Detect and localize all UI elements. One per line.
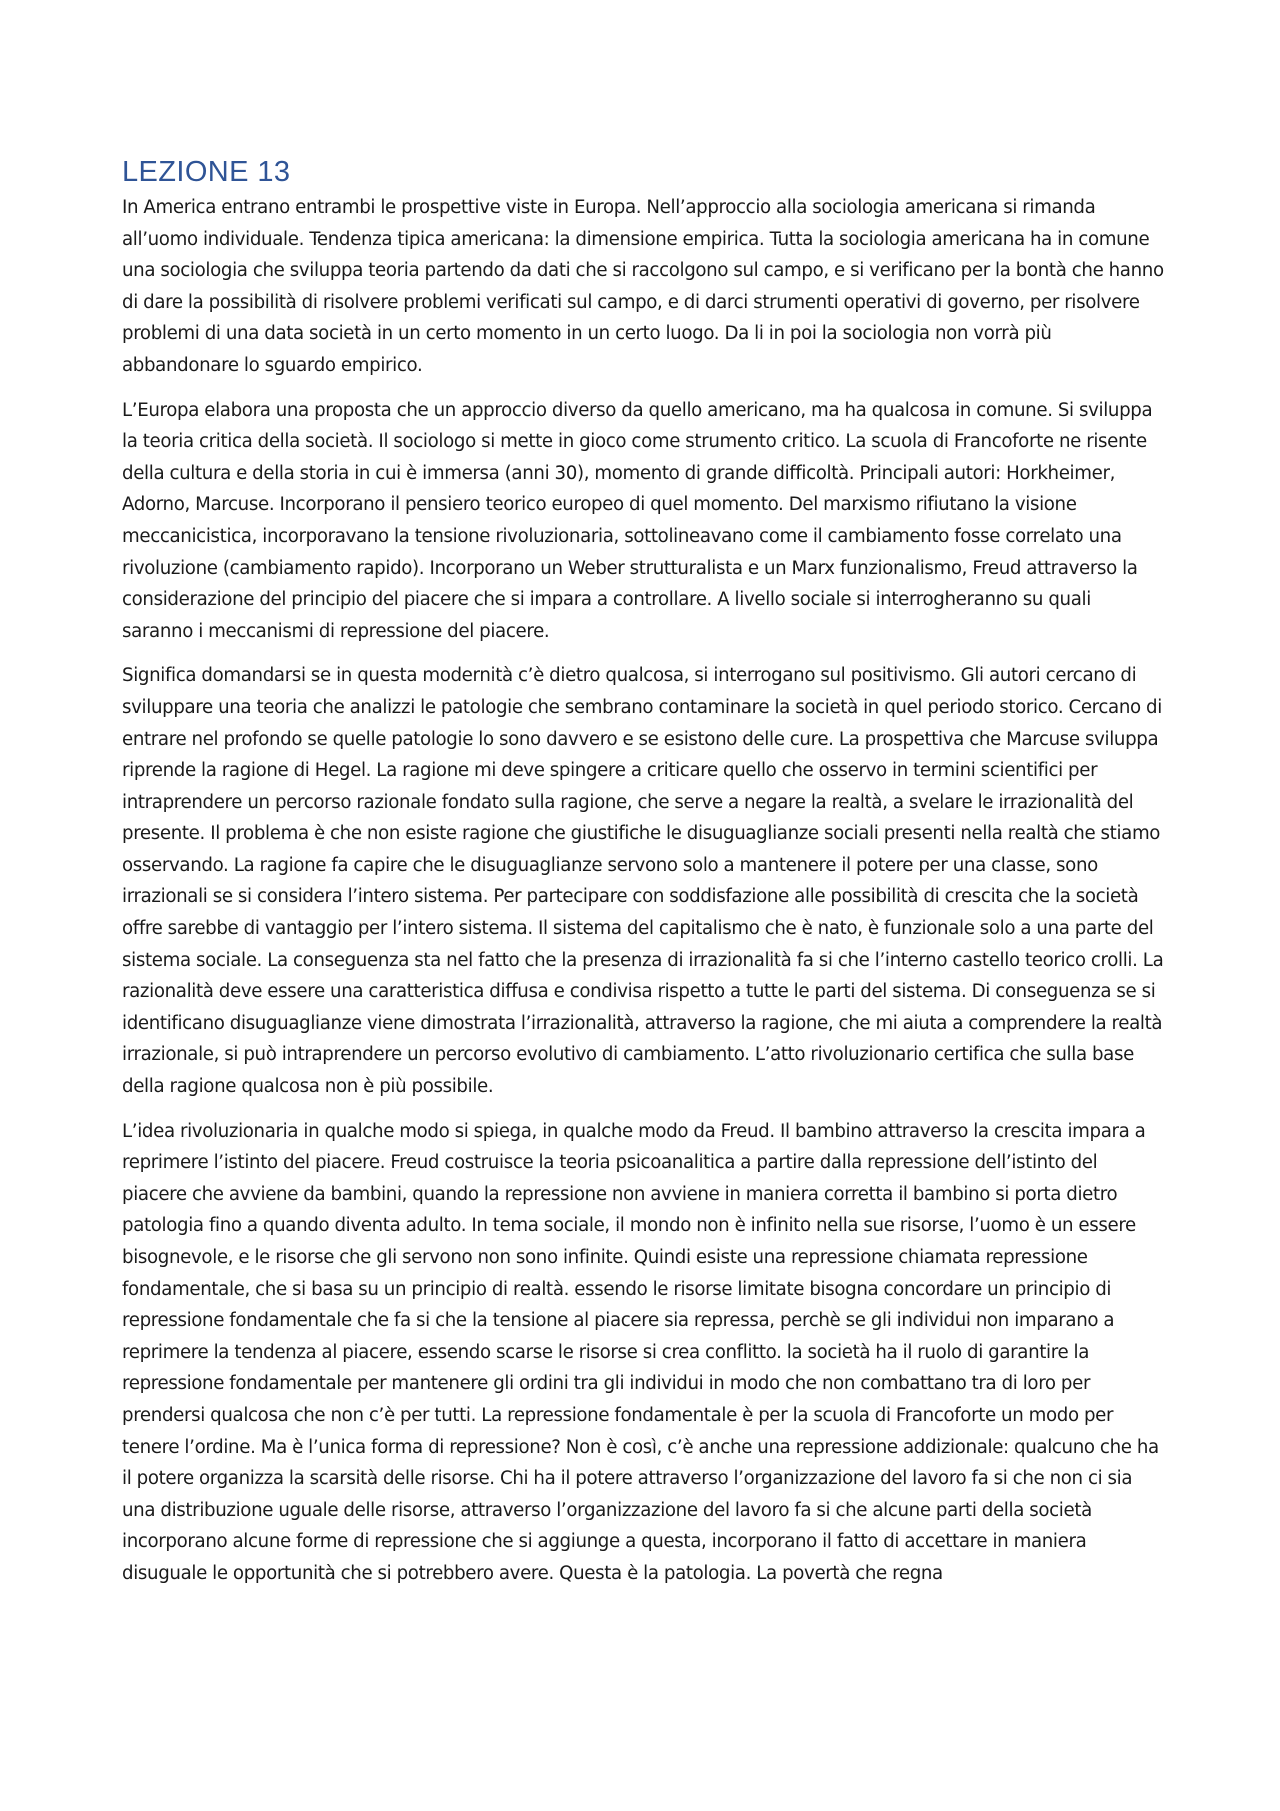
paragraph-reason-hegel: Significa domandarsi se in questa modernità c’è dietro qualcosa, si interrogano sul positivismo. Gli autori cercano di sviluppare una teoria che analizzi le patologie che sembrano contaminare la società in quel periodo storico. Cercano di entrare nel profondo se quelle patologie lo sono davvero e se esistono delle cure. La prospettiva che Marcuse sviluppa riprende la ragione di Hegel. La ragione mi deve spingere a criticare quello che osservo in termini scientifici per intraprendere un percorso razionale fondato sulla ragione, che serve a negare la realtà, a svelare le irrazionalità del presente. Il problema è che non esiste ragione che giustifiche le disuguaglianze sociali presenti nella realtà che stiamo osservando. La ragione fa capire che le disuguaglianze servono solo a mantenere il potere per una classe, sono irrazionali se si considera l’intero sistema. Per partecipare con soddisfazione alle possibilità di crescita che la società offre sarebbe di vantaggio per l’intero sistema. Il sistema del capitalismo che è nato, è funzionale solo a una parte del sistema sociale. La conseguenza sta nel fatto che la presenza di irrazionalità fa si che l’interno castello teorico crolli. La razionalità deve essere una caratteristica diffusa e condivisa rispetto a tutte le parti del sistema. Di conseguenza se si identificano disuguaglianze viene dimostrata l’irrazionalità, attraverso la ragione, che mi aiuta a comprendere la realtà irrazionale, si può intraprendere un percorso evolutivo di cambiamento. L’atto rivoluzionario certifica che sulla base della ragione qualcosa non è più possibile. xyxy=(122,665,1164,1098)
paragraph-frankfurt-school: L’Europa elabora una proposta che un approccio diverso da quello americano, ma ha qualcosa in comune. Si sviluppa la teoria critica della società. Il sociologo si mette in gioco come strumento critico. La scuola di Francoforte ne risente della cultura e della storia in cui è immersa (anni 30), momento di grande difficoltà. Principali autori: Horkheimer, Adorno, Marcuse. Incorporano il pensiero teorico europeo di quel momento. Del marxismo rifiutano la visione meccanicistica, incorporavano la tensione rivoluzionaria, sottolineavano come il cambiamento fosse correlato una rivoluzione (cambiamento rapido). Incorporano un Weber strutturalista e un Marx funzionalismo, Freud attraverso la considerazione del principio del piacere che si impara a controllare. A livello sociale si interrogheranno su quali saranno i meccanismi di repressione del piacere. xyxy=(122,399,1153,642)
lesson-heading: LEZIONE 13 xyxy=(122,156,291,188)
paragraph-freud-repression: L’idea rivoluzionaria in qualche modo si spiega, in qualche modo da Freud. Il bambino attraverso la crescita impara a reprimere l’istinto del piacere. Freud costruisce la teoria psicoanalitica a partire dalla repressione dell’istinto del piacere che avviene da bambini, quando la repressione non avviene in maniera corretta il bambino si porta dietro patologia fino a quando diventa adulto. In tema sociale, il mondo non è infinito nella sue risorse, l’uomo è un essere bisognevole, e le risorse che gli servono non sono infinite. Quindi esiste una repressione chiamata repressione fondamentale, che si basa su un principio di realtà. essendo le risorse limitate bisogna concordare un principio di repressione fondamentale che fa si che la tensione al piacere sia repressa, perchè se gli individui non imparano a reprimere la tendenza al piacere, essendo scarse le risorse si crea conflitto. la società ha il ruolo di garantire la repressione fondamentale per mantenere gli ordini tra gli individui in modo che non combattano tra di loro per prendersi qualcosa che non c’è per tutti. La repressione fondamentale è per la scuola di Francoforte un modo per tenere l’ordine. Ma è l’unica forma di repressione? Non è così, c’è anche una repressione addizionale: qualcuno che ha il potere organizza la scarsità delle risorse. Chi ha il potere attraverso l’organizzazione del lavoro fa si che non ci sia una distribuzione uguale delle risorse, attraverso l’organizzazione del lavoro fa si che alcune parti della società incorporano alcune forme di repressione che si aggiunge a questa, incorporano il fatto di accettare in maniera disuguale le opportunità che si potrebbero avere. Questa è la patologia. La povertà che regna xyxy=(122,1120,1159,1584)
paragraph-america-empirical: In America entrano entrambi le prospettive viste in Europa. Nell’approccio alla sociologia americana si rimanda all’uomo individuale. Tendenza tipica americana: la dimensione empirica. Tutta la sociologia americana ha in comune una sociologia che sviluppa teoria partendo da dati che si raccolgono sul campo, e si verificano per la bontà che hanno di dare la possibilità di risolvere problemi verificati sul campo, e di darci strumenti operativi di governo, per risolvere problemi di una data società in un certo momento in un certo luogo. Da li in poi la sociologia non vorrà più abbandonare lo sguardo empirico. xyxy=(122,197,1164,376)
document-body xyxy=(122,152,1167,1603)
